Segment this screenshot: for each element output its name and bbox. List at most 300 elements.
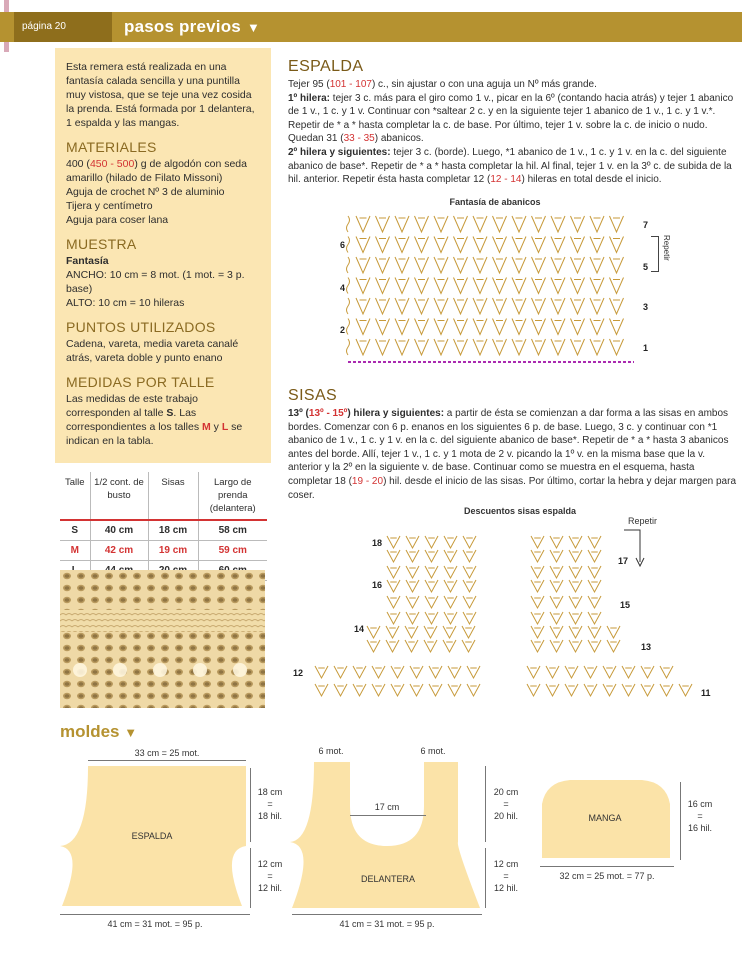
row-number: 2 [340,325,346,335]
materiales-heading: MATERIALES [66,139,157,155]
row-number: 1 [643,343,649,353]
fan-stitch-symbol [551,339,565,355]
sisas-section [288,387,740,502]
fan-stitch-symbol [391,666,404,678]
edge-chain-symbol [347,339,350,355]
fan-stitch-symbol [376,319,390,335]
fan-stitch-symbol [551,257,565,273]
fan-stitch-symbol [415,278,429,294]
fan-stitch-symbol [571,339,585,355]
fan-stitch-symbol [434,216,448,232]
text-run: 400 ( [66,158,90,170]
fan-stitch-symbol [610,298,624,314]
fan-stitch-symbol [531,626,544,638]
fan-stitch-symbol [454,257,468,273]
fan-stitch-symbol [571,298,585,314]
fan-stitch-symbol [493,339,507,355]
row-number: 11 [701,688,711,698]
fan-stitch-symbol [367,626,380,638]
fan-stitch-symbol [444,550,457,562]
dim-text: 20 cm [493,787,519,797]
fan-stitch-symbol [660,684,673,696]
fan-stitch-symbol [410,666,423,678]
repeat-label: Repetir [628,516,658,526]
delantera-neck-dim: 17 cm [374,802,400,812]
fan-stitch-symbol [425,580,438,592]
fan-stitch-symbol [415,339,429,355]
dim-text: 12 hil. [493,883,519,893]
fan-stitch-symbol [610,319,624,335]
fan-stitch-symbol [387,612,400,624]
fan-stitch-symbol [376,278,390,294]
fan-stitch-symbol [434,237,448,253]
fan-stitch-symbol [493,257,507,273]
fan-stitch-symbol [406,566,419,578]
fan-stitch-symbol [454,216,468,232]
fan-stitch-symbol [386,640,399,652]
text-run: 13º ( [288,408,309,419]
fan-stitch-symbol [315,666,328,678]
materiales-line3: Tijera y centímetro [66,200,153,212]
fan-stitch-symbol [532,339,546,355]
fan-stitch-symbol [493,278,507,294]
fan-stitch-symbol [367,640,380,652]
fan-stitch-symbol [395,339,409,355]
fan-stitch-symbol [551,298,565,314]
fan-stitch-symbol [356,298,370,314]
fan-stitch-symbol [434,319,448,335]
fan-stitch-symbol [531,536,544,548]
fan-stitch-symbol [444,612,457,624]
fan-stitch-symbol [406,550,419,562]
row-number: 14 [354,624,365,634]
muestra-alto: ALTO: 10 cm = 10 hileras [66,297,185,309]
fan-stitch-symbol [334,666,347,678]
text-run-red: 450 - 500 [89,158,135,170]
muestra-ancho: ANCHO: 10 cm = 8 mot. (1 mot. = 3 p. base) [66,269,245,295]
fan-stitch-symbol [376,257,390,273]
dimension-line [350,815,426,816]
dimension-line [88,760,246,761]
fan-stitch-symbol [569,550,582,562]
table-header: Talle [60,472,90,520]
fan-stitch-symbol [588,550,601,562]
fan-stitch-symbol [569,536,582,548]
main-column [288,58,740,187]
fan-stitch-symbol [463,596,476,608]
espalda-h2 [288,146,740,187]
fan-stitch-symbol [588,596,601,608]
fan-stitch-symbol [463,612,476,624]
fan-stitch-symbol [425,550,438,562]
manga-bottom-dim: 32 cm = 25 mot. = 77 p. [559,871,655,881]
fan-stitch-symbol [551,237,565,253]
fan-stitch-symbol [473,216,487,232]
fan-stitch-symbol [467,666,480,678]
edge-chain-symbol [347,257,350,273]
fan-stitch-symbol [565,684,578,696]
text-run: y [210,421,222,433]
fan-stitch-symbol [387,536,400,548]
dim-text: 18 cm [257,787,283,797]
fan-stitch-symbol [444,580,457,592]
fan-stitch-symbol [467,684,480,696]
fan-stitch-symbol [376,298,390,314]
row-number: 16 [372,580,383,590]
dim-text: 12 cm [257,859,283,869]
fan-stitch-symbol [406,536,419,548]
fan-stitch-symbol [462,626,475,638]
sisas-heading: SISAS [288,387,338,404]
fan-stitch-symbol [415,237,429,253]
text-run: Las medidas de este trabajo corresponden al talle [66,393,198,419]
fan-stitch-symbol [493,298,507,314]
fan-stitch-symbol [569,612,582,624]
fan-stitch-symbol [590,237,604,253]
fan-stitch-symbol [571,216,585,232]
fan-stitch-symbol [603,666,616,678]
fan-stitch-symbol [532,237,546,253]
espalda-h1 [288,92,740,146]
fan-stitch-symbol [610,339,624,355]
fan-stitch-chart [342,208,642,370]
fan-stitch-symbol [424,626,437,638]
medidas-text [66,392,261,448]
fan-stitch-symbol [531,566,544,578]
repeat-label: Repetir [662,235,671,261]
dim-text: 16 hil. [687,823,713,833]
fan-stitch-symbol [546,684,559,696]
dimension-line [485,766,486,842]
fan-stitch-symbol [415,319,429,335]
fan-stitch-symbol [588,566,601,578]
fan-stitch-symbol [473,298,487,314]
fan-stitch-symbol [473,339,487,355]
fan-stitch-symbol [679,684,692,696]
fan-stitch-symbol [454,278,468,294]
delantera-top-right: 6 mot. [420,746,446,756]
fan-stitch-symbol [315,684,328,696]
fan-stitch-symbol [386,626,399,638]
fan-stitch-symbol [571,257,585,273]
espalda-top-dim: 33 cm = 25 mot. [134,748,200,758]
fan-stitch-symbol [590,216,604,232]
fan-stitch-symbol [395,278,409,294]
fan-stitch-symbol [444,596,457,608]
fan-stitch-symbol [550,550,563,562]
fan-stitch-symbol [425,596,438,608]
row-number: 6 [340,240,346,250]
dimension-line [250,848,251,908]
fan-stitch-symbol [415,216,429,232]
fan-stitch-symbol [550,536,563,548]
dim-text: 16 cm [687,799,713,809]
espalda-heading: ESPALDA [288,58,364,75]
fan-stitch-symbol [395,216,409,232]
fan-stitch-symbol [610,278,624,294]
row-number: 5 [643,262,649,272]
fan-stitch-symbol [463,580,476,592]
fan-stitch-symbol [641,684,654,696]
fan-stitch-symbol [569,640,582,652]
fan-stitch-symbol [473,319,487,335]
dim-text: = [697,811,703,821]
chart1-caption: Fantasía de abanicos [449,197,541,207]
materiales-line2: Aguja de crochet Nº 3 de aluminio [66,186,225,198]
medidas-heading: MEDIDAS POR TALLE [66,374,215,390]
fan-stitch-symbol [584,684,597,696]
fan-stitch-symbol [405,626,418,638]
text-run: ) hil. desde el inicio de las sisas. Por último, cortar la hebra y dejar margen para coser. [288,475,737,501]
text-run-red: 19 - 20 [351,475,384,487]
fan-stitch-symbol [425,612,438,624]
text-run: . Las correspondientes a los talles [66,407,202,433]
fan-stitch-symbol [395,298,409,314]
fan-stitch-symbol [584,666,597,678]
row-label: 2º hilera y siguientes: [288,146,391,158]
fan-stitch-symbol [434,339,448,355]
dim-text: = [267,799,273,809]
text-run: tejer 3 c. más para el giro como 1 v., picar en la 6º (contando hacia atrás) y tejer 1 abanico de 1 v., 1 c. y 1 v. Continuar con *saltear 2 c. y en la siguiente tejer 1 abanico de 1 v., 1 c. y 1 v.*. Repetir de * a * hasta completar la c. de base. Por último, tejer 1 v. sobre la c. de inicio o nudo. Quedan 31 ( [288,92,734,145]
page-header [0,12,742,42]
edge-chain-symbol [347,216,350,232]
fan-stitch-symbol [607,626,620,638]
fan-stitch-symbol [641,666,654,678]
espalda-r1 [254,786,286,822]
muestra-sub: Fantasía [66,255,109,267]
muestra-heading: MUESTRA [66,236,137,252]
fan-stitch-symbol [569,566,582,578]
fan-stitch-symbol [590,298,604,314]
fan-stitch-symbol [444,536,457,548]
fan-stitch-symbol [454,339,468,355]
fan-stitch-symbol [551,278,565,294]
delantera-r2 [490,858,522,894]
fan-stitch-symbol [550,580,563,592]
fan-stitch-symbol [571,237,585,253]
fan-stitch-symbol [356,339,370,355]
espalda-label: ESPALDA [131,831,173,841]
dimension-line [250,768,251,842]
fan-stitch-symbol [660,666,673,678]
fan-stitch-symbol [454,237,468,253]
sisas-text [288,407,740,502]
fan-stitch-symbol [356,278,370,294]
delantera-label: DELANTERA [360,874,415,884]
fan-stitch-symbol [512,278,526,294]
materiales-line1 [66,157,261,185]
fan-stitch-symbol [569,626,582,638]
materiales-line4: Aguja para coser lana [66,214,169,226]
fan-stitch-symbol [493,237,507,253]
fan-stitch-symbol [527,684,540,696]
fan-stitch-symbol [569,596,582,608]
text-run-red: 101 - 107 [329,79,372,90]
fan-stitch-symbol [590,278,604,294]
dimension-line [485,848,486,908]
fan-stitch-symbol [512,339,526,355]
table-header: 1/2 cont. de busto [90,472,148,520]
row-number: 7 [643,220,649,230]
fan-stitch-symbol [406,596,419,608]
fan-stitch-symbol [444,566,457,578]
fan-stitch-symbol [571,319,585,335]
fan-stitch-symbol [493,319,507,335]
puntos-text: Cadena, vareta, media vareta canalé atrás, vareta doble y punto enano [66,338,239,364]
fan-stitch-symbol [588,612,601,624]
fan-stitch-symbol [565,666,578,678]
fan-stitch-symbol [531,580,544,592]
fan-stitch-symbol [550,612,563,624]
fan-stitch-symbol [387,580,400,592]
edge-chain-symbol [347,319,350,335]
fan-stitch-symbol [353,684,366,696]
fan-stitch-symbol [531,612,544,624]
fan-stitch-symbol [372,666,385,678]
fan-stitch-symbol [415,257,429,273]
fan-stitch-symbol [356,237,370,253]
chart2-caption: Descuentos sisas espalda [463,506,577,516]
dim-text: = [503,799,509,809]
table-row [60,541,267,561]
fan-stitch-symbol [410,684,423,696]
manga-r1 [684,798,716,834]
fan-stitch-symbol [415,298,429,314]
fan-stitch-symbol [512,237,526,253]
fan-stitch-symbol [448,666,461,678]
fan-stitch-symbol [376,339,390,355]
fan-stitch-symbol [512,319,526,335]
fan-stitch-symbol [387,596,400,608]
fan-stitch-symbol [551,216,565,232]
talle-s: S [166,407,174,419]
fan-stitch-symbol [512,216,526,232]
fan-stitch-symbol [532,216,546,232]
delantera-top-left: 6 mot. [318,746,344,756]
fan-stitch-symbol [387,550,400,562]
fan-stitch-symbol [443,626,456,638]
text-run: ) c., sin ajustar o con una aguja un Nº más grande. [371,79,597,90]
triangle-down-icon: ▼ [124,725,138,740]
armhole-decrease-chart [305,526,695,712]
espalda-bottom-dim: 41 cm = 31 mot. = 95 p. [107,919,203,929]
fan-stitch-symbol [607,640,620,652]
dim-text: 12 hil. [257,883,283,893]
fan-stitch-symbol [448,684,461,696]
text-run: ) hilera y siguientes: [347,408,445,419]
fan-stitch-symbol [527,666,540,678]
delantera-r1 [490,786,522,822]
row-number: 17 [618,556,629,566]
row-number: 4 [340,283,346,293]
intro-text: Esta remera está realizada en una fantasía calada sencilla y una puntilla muy vistosa, que se teje una vez cosida la prenda. Está formada por 1 delantera, 1 espalda y las mangas. [66,61,255,129]
row-number: 18 [372,538,383,548]
espalda-r2 [254,858,286,894]
row-label: 1º hilera: [288,92,331,104]
fan-stitch-symbol [463,536,476,548]
row-number: 12 [293,668,304,678]
fan-stitch-symbol [376,237,390,253]
fan-stitch-symbol [610,216,624,232]
fan-stitch-symbol [588,640,601,652]
fan-stitch-symbol [391,684,404,696]
fan-stitch-symbol [550,640,563,652]
repeat-bracket [651,236,659,272]
fan-stitch-symbol [356,319,370,335]
fan-stitch-symbol [610,237,624,253]
fan-stitch-symbol [434,298,448,314]
talle-m: M [202,421,211,433]
fan-stitch-symbol [406,612,419,624]
fan-stitch-symbol [590,319,604,335]
fan-stitch-symbol [569,580,582,592]
table-cell: 59 cm [198,541,267,561]
fan-stitch-symbol [406,580,419,592]
fan-stitch-symbol [531,596,544,608]
delantera-bottom-dim: 41 cm = 31 mot. = 95 p. [339,919,435,929]
fan-stitch-symbol [610,257,624,273]
dim-text: 20 hil. [493,811,519,821]
fan-stitch-symbol [463,550,476,562]
dimension-line [540,866,674,867]
row-number: 15 [620,600,631,610]
fan-stitch-symbol [588,536,601,548]
fan-stitch-symbol [372,684,385,696]
fan-stitch-symbol [546,666,559,678]
moldes-title: moldes [60,722,120,741]
fan-stitch-symbol [395,319,409,335]
fan-stitch-symbol [473,257,487,273]
section-title-text: pasos previos [124,17,241,36]
dimension-line [680,782,681,860]
fan-stitch-symbol [571,278,585,294]
text-run: ) abanicos. [374,133,424,145]
fan-stitch-symbol [532,257,546,273]
dim-text: = [503,871,509,881]
text-run-red: 13º - 15º [308,408,348,419]
fan-stitch-symbol [532,298,546,314]
fan-stitch-symbol [425,566,438,578]
fan-stitch-symbol [454,298,468,314]
table-cell: 40 cm [90,520,148,541]
delantera-piece [290,762,485,912]
dim-text: = [267,871,273,881]
moldes-heading [60,722,137,742]
fan-stitch-symbol [473,278,487,294]
fan-stitch-symbol [588,626,601,638]
fan-stitch-symbol [424,640,437,652]
text-run: a partir de ésta se comienzan a dar forma a las sisas en ambos bordes. Comenzar con 6 p. enanos en los siguientes 6 p. de base. Luego, 3 c. y continuar con *1 abanico de 1 v., 1 c. y 1 v. en la c. del siguiente abanico de base*. Repetir de * a * hasta 3 abanicos antes del borde. Allí, tejer 1 v., 1 c. y 1 mota de 2 v. picando la 1º v. en la misma base que la v. anterior y la 2º en la siguiente v. de base. Continuar como se muestra en el esquema, hasta completar 18 ( [288,408,729,487]
fan-stitch-symbol [512,298,526,314]
size-table [60,472,267,581]
page-number: página 20 [14,12,112,42]
dimension-line [292,914,482,915]
fan-stitch-symbol [550,566,563,578]
knit-sample-photo [60,570,265,708]
triangle-down-icon: ▼ [246,20,261,35]
espalda-p1 [288,78,740,92]
row-number: 13 [641,642,652,652]
table-header: Largo de prenda (delantera) [198,472,267,520]
text-run: tejer 3 c. (borde). Luego, *1 abanico de 1 v., 1 c. y 1 v. en la c. del siguiente abanico de base*. Repetir de * a * hasta completar la hil. Al final, tejer 1 v. en la 3º c. de subida de la hil. anterior. Repetir ésta hasta completar 12 ( [288,146,732,186]
table-cell: 19 cm [148,541,198,561]
fan-stitch-symbol [622,684,635,696]
fan-stitch-symbol [550,596,563,608]
fan-stitch-symbol [395,257,409,273]
fan-stitch-symbol [551,319,565,335]
row-number: 3 [643,302,649,312]
fan-stitch-symbol [531,640,544,652]
